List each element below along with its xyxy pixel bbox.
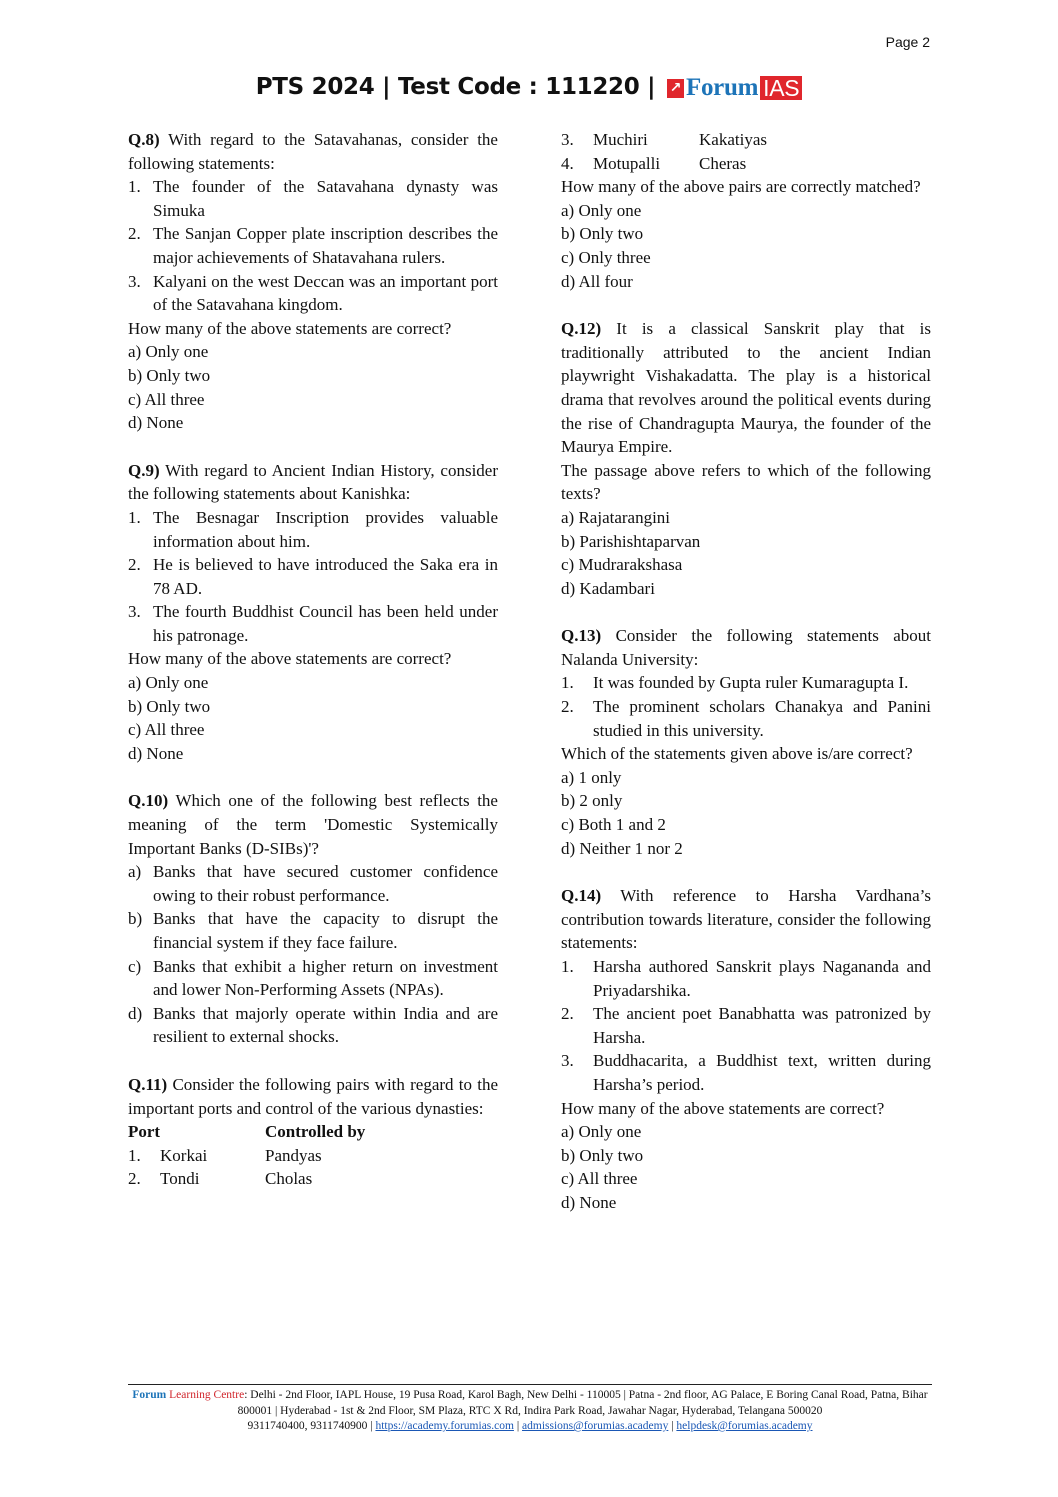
question-number: Q.9) <box>128 460 160 480</box>
pairs-table-row <box>561 152 931 176</box>
answer-option: c) Only three <box>561 247 651 267</box>
pairs-table-row <box>561 128 931 152</box>
right-column <box>561 128 931 1215</box>
statement-item <box>128 860 498 907</box>
footer-brand-centre: Learning Centre <box>169 1389 245 1401</box>
item-text: The ancient poet Banabhatta was patronized by Harsha. <box>593 1004 931 1047</box>
answer-option: b) Only two <box>128 696 211 716</box>
footer-helpdesk-email[interactable]: helpdesk@forumias.academy <box>676 1420 813 1432</box>
item-number: 1. <box>561 673 574 693</box>
item-text: Banks that have secured customer confidence owing to their robust performance. <box>153 862 498 905</box>
item-number: 2. <box>561 1004 574 1024</box>
answer-option: c) All three <box>128 720 205 740</box>
answer-option: a) 1 only <box>561 767 622 787</box>
answer-option: c) All three <box>561 1169 638 1189</box>
question-stem <box>128 789 498 860</box>
question-text: With reference to Harsha Vardhana’s contribution towards literature, consider the following statements: <box>561 886 931 953</box>
question-number: Q.11) <box>128 1074 168 1094</box>
question-prompt: How many of the above statements are correct? <box>128 318 452 338</box>
item-text: Kalyani on the west Deccan was an important port of the Satavahana kingdom. <box>153 271 498 315</box>
item-number: 1. <box>561 957 574 976</box>
port-name: Muchiri <box>593 130 648 149</box>
logo-forum-text: Forum <box>686 74 759 101</box>
answer-option: b) Only two <box>561 224 644 244</box>
page-footer: Forum Learning Centre: Delhi - 2nd Floor, IAPL House, 19 Pusa Road, Karol Bagh, New Delhi - 110005 | Patna - 2nd floor, AG Palace, E Boring Canal Road, Patna, Bihar 800001 | Hyderabad - 1st & 2nd Floor, SM Plaza, RTC X Rd, Indira Park Road, Jawahar Nagar, Hyderabad, Telangana 500020 9311740400, 9311740900 | https://academy.forumias.com | admissions@forumias.academy | helpdesk@forumias.academy <box>128 1384 932 1435</box>
forumias-logo <box>667 74 802 102</box>
question-number: Q.13) <box>561 626 602 646</box>
statement-item <box>128 222 498 269</box>
statement-item <box>128 907 498 954</box>
item-text: It was founded by Gupta ruler Kumaragupta I. <box>593 673 909 693</box>
item-text: Banks that majorly operate within India and are resilient to external shocks. <box>153 1003 498 1047</box>
answer-option: b) Only two <box>561 1145 644 1165</box>
question-text: With regard to Ancient Indian History, consider the following statements about Kanishka: <box>128 460 498 504</box>
answer-option: d) All four <box>561 271 633 291</box>
item-number: 2. <box>561 697 574 717</box>
port-name: Korkai <box>160 1145 208 1165</box>
statement-item <box>128 553 498 600</box>
item-number: 2. <box>128 555 141 575</box>
item-number: 3. <box>561 1051 574 1071</box>
statement-item <box>561 1002 931 1049</box>
statement-item <box>128 600 498 647</box>
answer-option: b) Only two <box>128 365 211 385</box>
dynasty-name: Pandyas <box>265 1145 322 1165</box>
answer-option: a) Only one <box>128 673 209 693</box>
answer-option: d) None <box>561 1192 617 1212</box>
question-prompt: How many of the above statements are correct? <box>128 649 452 669</box>
port-name: Motupalli <box>593 153 661 173</box>
item-number: 3. <box>128 602 141 622</box>
column-header-controlled-by: Controlled by <box>265 1122 366 1142</box>
item-text: Buddhacarita, a Buddhist text, written during Harsha’s period. <box>593 1051 931 1094</box>
question-text: It is a classical Sanskrit play that is traditionally attributed to the ancient Indian playwright Vishakadatta. The play is a historical drama that revolves around the political events during the rise of Chandragupta Maurya, the founder of the Maurya Empire. <box>561 319 931 457</box>
item-text: The Sanjan Copper plate inscription describes the major achievements of Shatavahana rulers. <box>153 224 498 267</box>
question-text: Consider the following statements about Nalanda University: <box>561 626 932 669</box>
dynasty-name: Cheras <box>699 153 747 173</box>
item-text: He is believed to have introduced the Saka era in 78 AD. <box>153 555 498 598</box>
statement-item <box>128 270 498 317</box>
question-stem <box>128 1073 498 1120</box>
row-number: 3. <box>561 130 574 149</box>
answer-option: a) Rajatarangini <box>561 507 671 527</box>
item-text: Banks that exhibit a higher return on investment and lower Non-Performing Assets (NPAs). <box>153 956 498 1000</box>
item-text: The Besnagar Inscription provides valuable information about him. <box>153 507 498 551</box>
statement-item <box>561 955 931 1002</box>
dynasty-name: Kakatiyas <box>699 130 767 149</box>
question-number: Q.12) <box>561 319 602 339</box>
item-text: Banks that have the capacity to disrupt the financial system if they face failure. <box>153 909 498 952</box>
item-number: 1. <box>128 177 141 197</box>
statement-item <box>561 1049 931 1096</box>
answer-option: a) Only one <box>128 342 209 362</box>
statement-item <box>561 695 931 742</box>
logo-arrow-icon: ↗ <box>667 79 684 98</box>
question-prompt: How many of the above pairs are correctly matched? <box>561 177 921 197</box>
question-text: With regard to the Satavahanas, consider the following statements: <box>128 130 498 173</box>
question-prompt: Which of the statements given above is/are correct? <box>561 744 913 764</box>
row-number: 1. <box>128 1145 141 1165</box>
item-text: The fourth Buddhist Council has been held under his patronage. <box>153 602 498 645</box>
answer-option: d) Kadambari <box>561 578 655 598</box>
question-prompt: The passage above refers to which of the following texts? <box>561 460 931 504</box>
footer-phones: 9311740400, 9311740900 | <box>247 1420 373 1432</box>
answer-option: b) Parishishtaparvan <box>561 531 701 551</box>
question-prompt: How many of the above statements are correct? <box>561 1098 885 1118</box>
header-title: PTS 2024 | Test Code : 111220 | <box>255 74 656 100</box>
statement-item <box>128 1002 498 1049</box>
footer-address: : Delhi - 2nd Floor, IAPL House, 19 Pusa Road, Karol Bagh, New Delhi - 110005 | Patna - 2nd floor, AG Palace, E Boring Canal Road, Patna, Bihar 800001 | Hyderabad - 1st & 2nd Floor, SM Plaza, RTC X Rd, Indira Park Road, Jawahar Nagar, Hyderabad, Telangana 500020 <box>237 1389 928 1417</box>
dynasty-name: Cholas <box>265 1169 313 1189</box>
row-number: 2. <box>128 1169 141 1189</box>
pairs-table-header <box>128 1120 498 1144</box>
answer-option: c) Mudrarakshasa <box>561 555 683 575</box>
answer-option: a) Only one <box>561 1122 642 1142</box>
question-number: Q.14) <box>561 886 602 906</box>
question-stem <box>128 459 498 506</box>
question-text: Which one of the following best reflects the meaning of the term 'Domestic Systemically Important Banks (D-SIBs)'? <box>128 791 498 858</box>
answer-option: d) None <box>128 413 184 433</box>
answer-option: c) All three <box>128 389 205 409</box>
item-number: a) <box>128 862 142 882</box>
statement-item <box>128 506 498 553</box>
footer-admissions-email[interactable]: admissions@forumias.academy <box>522 1420 669 1432</box>
item-number: 1. <box>128 507 141 527</box>
footer-website-link[interactable]: https://academy.forumias.com <box>375 1420 514 1432</box>
statement-item <box>128 955 498 1002</box>
answer-option: d) Neither 1 nor 2 <box>561 838 683 858</box>
item-number: d) <box>128 1003 143 1023</box>
logo-ias-text: IAS <box>760 76 802 100</box>
answer-option: b) 2 only <box>561 791 623 811</box>
page-number: Page 2 <box>885 34 930 50</box>
item-number: 3. <box>128 271 141 291</box>
item-text: Harsha authored Sanskrit plays Nagananda and Priyadarshika. <box>593 957 931 1000</box>
item-number: b) <box>128 909 143 929</box>
footer-brand-forum: Forum <box>132 1389 167 1401</box>
statement-item <box>561 671 931 695</box>
item-number: 2. <box>128 224 141 244</box>
left-column <box>128 128 498 1191</box>
question-text: Consider the following pairs with regard to the important ports and control of the various dynasties: <box>128 1074 498 1118</box>
answer-option: c) Both 1 and 2 <box>561 815 666 835</box>
column-header-port: Port <box>128 1122 161 1142</box>
answer-option: d) None <box>128 743 184 763</box>
pairs-table-row <box>128 1167 498 1191</box>
question-stem <box>561 317 931 459</box>
answer-option: a) Only one <box>561 200 642 220</box>
port-name: Tondi <box>160 1169 200 1189</box>
row-number: 4. <box>561 153 574 173</box>
question-stem <box>561 884 931 955</box>
pairs-table-row <box>128 1144 498 1168</box>
question-number: Q.10) <box>128 791 169 811</box>
item-text: The founder of the Satavahana dynasty was Simuka <box>153 177 498 220</box>
page-header <box>0 74 1058 102</box>
question-number: Q.8) <box>128 130 160 149</box>
statement-item <box>128 175 498 222</box>
item-number: c) <box>128 956 142 976</box>
question-stem <box>561 624 931 671</box>
question-stem <box>128 128 498 175</box>
item-text: The prominent scholars Chanakya and Panini studied in this university. <box>593 697 931 740</box>
